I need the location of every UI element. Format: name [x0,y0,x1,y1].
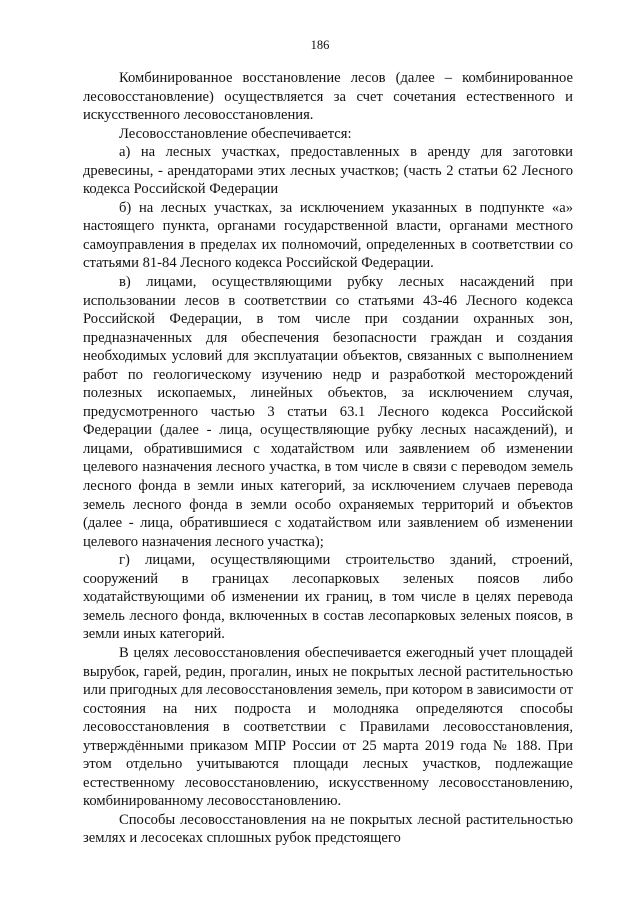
text-body [83,69,573,848]
paragraph-item-a: а) на лесных участках, предоставленных в аренду для заготовки древесины, - арендаторами этих лесных участков; (часть 2 статьи 62 Лесного кодекса Российской Федерации [83,144,573,198]
paragraph-reforestation-provided-by: Лесовосстановление обеспечивается: [119,125,352,142]
paragraph-combined-reforestation: Комбинированное восстановление лесов (далее – комбинированное лесовосстановление) осуществляется за счет сочетания естественного и искусственного лесовосстановления. [83,70,573,124]
paragraph-annual-accounting: В целях лесовосстановления обеспечивается ежегодный учет площадей вырубок, гарей, редин, прогалин, иных не покрытых лесной растительностью или пригодных для лесовосстановления земель, при котором в зависимости от состояния на них подроста и молодняка определяются способы лесовосстановления в соответствии с Правилами лесовосстановления, утверждёнными приказом МПР России от 25 марта 2019 года № 188. При этом отдельно учитываются площади лесных участков, подлежащие естественному лесовосстановлению, искусственному лесовосстановлению, комбинированному лесовосстановлению. [83,644,573,810]
paragraph-item-g: г) лицами, осуществляющими строительство зданий, строений, сооружений в границах лесопарковых зеленых поясов либо ходатайствующими об изменении их границ, в том числе в целях перевода земель лесного фонда, включенных в состав лесопарковых зеленых поясов, в земли иных категорий. [83,552,573,643]
paragraph-item-b: б) на лесных участках, за исключением указанных в подпункте «а» настоящего пункта, органами государственной власти, органами местного самоуправления в пределах их полномочий, определенных в соответствии со статьями 81-84 Лесного кодекса Российской Федерации. [83,199,573,272]
paragraph-item-v: в) лицами, осуществляющими рубку лесных насаждений при использовании лесов в соответствии со статьями 43-46 Лесного кодекса Российской Федерации, в том числе при создании охранных зон, предназначенных для обеспечения безопасности граждан и создания необходимых условий для эксплуатации объектов, связанных с выполнением работ по геологическому изучению недр и разработкой месторождений полезных ископаемых, линейных объектов, за исключением случая, предусмотренного частью 3 статьи 63.1 Лесного кодекса Российской Федерации (далее - лица, осуществляющие рубку лесных насаждений), и лицами, обратившимися с ходатайством или заявлением об изменении целевого назначения лесного участка, в том числе в связи с переводом земель лесного фонда в земли иных категорий, за исключением случаев перевода земель лесного фонда в земли особо охраняемых территорий и объектов (далее - лица, обратившиеся с ходатайством или заявлением об изменении целевого назначения лесного участка); [83,274,573,550]
paragraph-reforestation-methods: Способы лесовосстановления на не покрытых лесной растительностью землях и лесосеках сплошных рубок предстоящего [83,811,573,847]
page-number: 186 [310,38,330,52]
